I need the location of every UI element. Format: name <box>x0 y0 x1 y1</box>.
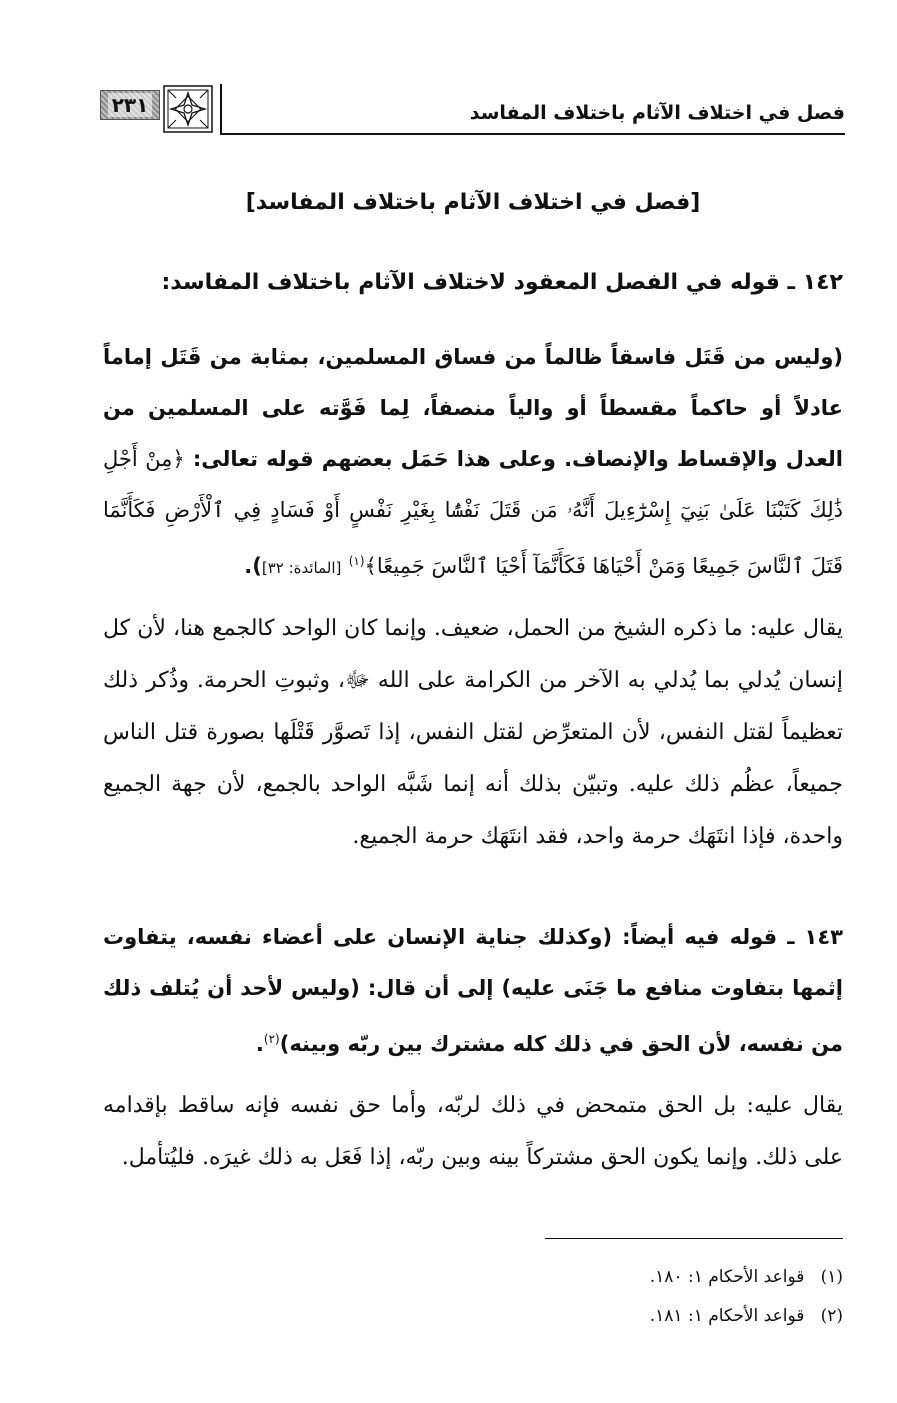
section-title: [فصل في اختلاف الآثام باختلاف المفاسد] <box>245 190 701 215</box>
page-number: ٢٣١ <box>108 93 153 117</box>
footnote-mark: (١) <box>820 1267 843 1287</box>
running-header <box>100 76 845 138</box>
paragraph-143-quote <box>103 912 843 1070</box>
footnote-mark: (٢) <box>820 1306 843 1326</box>
paragraph-142-quote <box>103 332 843 594</box>
paragraph-142-lead: ١٤٢ ـ قوله في الفصل المعقود لاختلاف الآثام باختلاف المفاسد: <box>161 270 843 295</box>
quote-text-143: ١٤٣ ـ قوله فيه أيضاً: (وكذلك جناية الإنسان على أعضاء نفسه، يتفاوت إثمها بتفاوت منافع ما جَنَى عليه) إلى أن قال: (وليس لأحد أن يُتلف ذلك من نفسه، لأن الحق في ذلك كله مشترك بين ربّه وبينه) <box>103 925 843 1056</box>
footnote-text: قواعد الأحكام ١: ١٨١. <box>649 1306 805 1326</box>
footnote-2 <box>103 1305 843 1327</box>
ornament-icon <box>162 84 214 134</box>
quote-close: ). <box>244 554 262 578</box>
header-divider <box>220 84 222 134</box>
quote-close-143: . <box>255 1032 264 1056</box>
footnote-marker-1: (١) <box>348 554 365 568</box>
footnote-marker-2: (٢) <box>263 1032 280 1046</box>
footnote-1 <box>103 1266 843 1288</box>
page-number-badge <box>100 90 160 120</box>
paragraph-143-reply: يقال عليه: بل الحق متمحض في ذلك لربّه، وأما حق نفسه فإنه ساقط بإقدامه على ذلك. وإنما يكون الحق مشتركاً بينه وبين ربّه، إذا فَعَل به ذلك غيرَه. فليُتأمل. <box>103 1093 843 1170</box>
header-rule <box>220 133 845 135</box>
quote-text: (وليس من قَتَل فاسقاً ظالماً من فساق المسلمين، بمثابة من قَتَل إماماً عادلاً أو حاكماً مقسطاً أو والياً منصفاً، لِما فَوَّته على المسلمين من العدل والإقساط والإنصاف. وعلى هذا حَمَل بعضهم قوله تعالى: <box>103 345 844 471</box>
quran-verse: ﴿مِنْ أَجْلِ ذَٰلِكَ كَتَبْنَا عَلَىٰ بَنِيٓ إِسْرَٰٓءِيلَ أَنَّهُۥ مَن قَتَلَ نَفْسًۢا بِغَيْرِ نَفْسٍ أَوْ فَسَادٍ فِي ٱلْأَرْضِ فَكَأَنَّمَا قَتَلَ ٱلنَّاسَ جَمِيعًا وَمَنْ أَحْيَاهَا فَكَأَنَّمَآ أَحْيَا ٱلنَّاسَ جَمِيعًا﴾ <box>103 447 843 578</box>
running-title: فصل في اختلاف الآثام باختلاف المفاسد <box>469 102 845 124</box>
footnote-rule <box>545 1238 843 1239</box>
paragraph-142-reply: يقال عليه: ما ذكره الشيخ من الحمل، ضعيف. وإنما كان الواحد كالجمع هنا، لأن كل إنسان يُدلي بما يُدلي به الآخر من الكرامة على الله ﷻ، وثبوتِ الحرمة. وذُكر ذلك تعظيماً لقتل النفس، لأن المتعرِّض لقتل النفس، إذا تَصوَّر قَتْلَها بصورة قتل الناس جميعاً، عظُم ذلك عليه. وتبيّن بذلك أنه إنما شَبَّه الواحد بالجمع، لأن جهة الجميع واحدة، فإذا انتَهَك حرمة واحد، فقد انتَهَك حرمة الجميع. <box>103 616 843 849</box>
footnote-text: قواعد الأحكام ١: ١٨٠. <box>649 1267 805 1287</box>
verse-reference: [المائدة: ٣٢] <box>261 559 342 577</box>
